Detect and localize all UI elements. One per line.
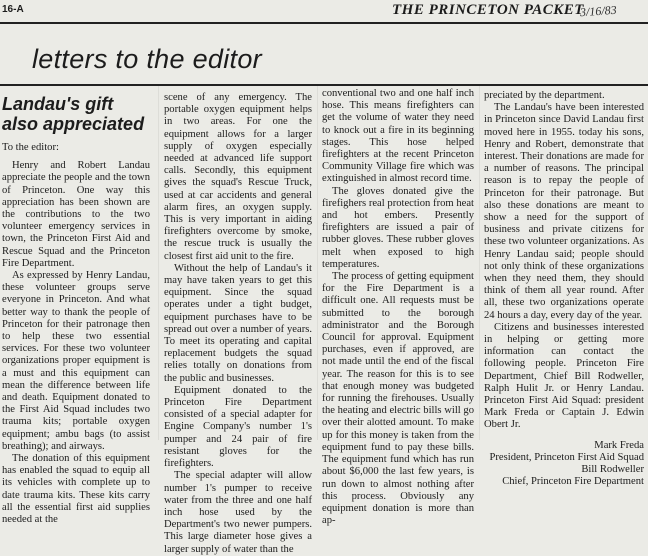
section-title: letters to the editor xyxy=(32,44,262,74)
signature-title: Chief, Princeton Fire Department xyxy=(502,476,644,488)
signature-title: President, Princeton First Aid Squad xyxy=(489,451,644,463)
paragraph: The process of getting equipment for the Fire Department is a difficult one. All requests must be submitted to the borough administrator and the Borough Council for approval. Equipment purchases, even if approved, are not made until the end of the fiscal year. The reason for this is to see that enough money was budgeted for running the firehouses. Usually the heating and electric bills will go over their alotted amount. To make up for this money is taken from the equipment fund to pay these bills. The equipment fund which has run about $6,000 the last few years, is run down to almost nothing after this process. Obviously any equipment donation is more than ap- xyxy=(322,271,474,527)
paragraph: scene of any emergency. The portable oxygen equipment helps in two areas. For one the equipment allows for a larger supply of oxygen especially needed at advanced life support calls. Secondly, this equipment gives the squad's Rescue Truck, used at car accidents and general alarm fires, an oxygen supply. This is very important in aiding firefighters overcome by smoke, the rescue truck is usually the closest first aid unit to the fire. xyxy=(164,92,312,262)
paragraph: The donation of this equipment has enabled the squad to equip all its vehicles with complete up to date trauma kits. These kits carry all the essential first aid supplies needed at the xyxy=(2,453,150,526)
section-rule xyxy=(0,84,648,86)
article-column-2 xyxy=(164,92,312,555)
signature-name: Mark Freda xyxy=(594,439,644,451)
article-column-4 xyxy=(484,90,644,488)
newspaper-masthead: THE PRINCETON PACKET xyxy=(392,2,584,18)
paragraph: The Landau's have been interested in Princeton since David Landau first moved here in 1955. today his sons, Henry and Robert, demonstrate that interest. Their donations are made for a number of reasons. The principal reason is to repay the people of Princeton for their patronage. But also these donations are meant to show a need for the support of business and private citizens for these two volunteer organizations. As Henry Landau said; people should not only think of these organizations when they need them, they should think of them all year round. After all, these two organizations operate 24 hours a day, every day of the year. xyxy=(484,102,644,321)
paragraph: The gloves donated give the firefighers real protection from heat and hot embers. Presently firefighters are issued a pair of rubber gloves. These rubber gloves melt when exposed to high temperatures. xyxy=(322,185,474,270)
page-number: 16-A xyxy=(2,4,24,15)
column-gutter xyxy=(479,86,480,440)
header-rule xyxy=(0,22,648,24)
paragraph: Without the help of Landau's it may have taken years to get this equipment. Since the squad operates under a tight budget, equipment purchases have to be spread out over a number of years. To meet its operating and capital replacement budgets the squad relies totally on donations from the public and businesses. xyxy=(164,262,312,384)
paragraph: The special adapter will allow number 1's pumper to receive water from the three and one half inch hose used by the Department's two newer pumpers. This large diameter hose gives a larger supply of water than the xyxy=(164,470,312,555)
paragraph: preciated by the department. xyxy=(484,90,605,101)
article-column-1 xyxy=(2,92,150,526)
column-gutter xyxy=(158,86,159,440)
paragraph: Equipment donated to the Princeton Fire Department consisted of a special adapter for Engine Company's number 1's pumper and 24 pair of fire resistant gloves for the firefighters. xyxy=(164,384,312,470)
paragraph: Citizens and businesses interested in helping or getting more information can contact the following people. Princeton Fire Department, Chief Bill Rodweller, Ralph Hulit Jr. or Henry Landau. Princeton First Aid Squad: president Mark Freda or Captain J. Edwin Obert Jr. xyxy=(484,321,644,431)
column-gutter xyxy=(317,86,318,440)
signature-name: Bill Rodweller xyxy=(581,464,644,476)
handwritten-date: 3/16/83 xyxy=(579,2,618,20)
paragraph: conventional two and one half inch hose. This means firefighters can get the volume of water they need to knock out a fire in its beginning stages. This hose helped firefighters at the recent Princeton Community Village fire which was extinguished in almost record time. xyxy=(322,88,474,185)
article-headline: Landau's gift also appreciated xyxy=(2,94,145,134)
paragraph: As expressed by Henry Landau, these volunteer groups serve everyone in Princeton. And what better way to thank the people of Princeton for their patronage then to help these two essential services. For these two volunteer organizations proper equipment is a must and this equipment can mean the difference between life and death. Equipment donated to the First Aid Squad includes two trauma kits; portable oxygen equipment; ambu bags (to assist breathing); and airways. xyxy=(2,270,150,452)
article-column-3 xyxy=(322,88,474,527)
salutation: To the editor: xyxy=(2,142,59,153)
spacer xyxy=(484,432,644,440)
paragraph: Henry and Robert Landau appreciate the people and the town of Princeton. One way this appreciation has been shown are the contributions to the two volunteer emergency services in town, the Princeton First Aid and Rescue Squad and the Princeton Fire Department. xyxy=(2,160,150,269)
